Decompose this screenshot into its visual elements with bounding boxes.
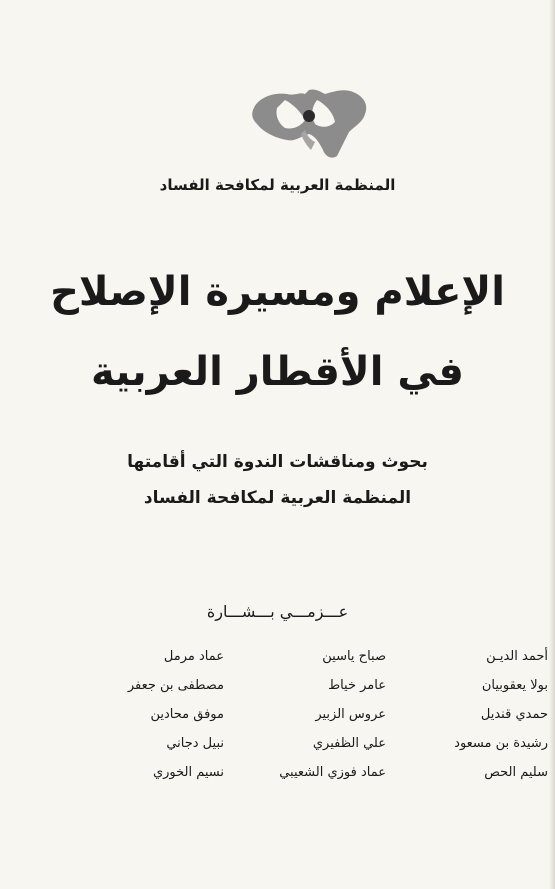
author-name: عماد فوزي الشعيبي	[279, 765, 386, 780]
author-name: عماد مرمل	[163, 649, 224, 664]
book-title-line-1: الإعلام ومسيرة الإصلاح	[50, 269, 505, 315]
organization-name: المنظمة العربية لمكافحة الفساد	[159, 176, 396, 194]
author-name: علي الظفيري	[312, 736, 386, 751]
author-name: نبيل دجاني	[166, 736, 224, 751]
author-name: عامر خياط	[328, 678, 386, 693]
author-name: نسيم الخوري	[152, 765, 224, 780]
author-name: موفق محادين	[150, 707, 224, 722]
author-name: بولا يعقوبيان	[481, 678, 548, 693]
subtitle-line-1: بحوث ومناقشات الندوة التي أقامتها	[127, 452, 428, 472]
subtitle-line-2: المنظمة العربية لمكافحة الفساد	[143, 488, 412, 508]
organization-logo-icon	[245, 70, 375, 165]
author-name: مصطفى بن جعفر	[127, 678, 224, 693]
authors-list	[62, 644, 548, 785]
author-name: سليم الحص	[484, 765, 548, 780]
author-name: صباح ياسين	[322, 649, 386, 664]
author-name: رشيدة بن مسعود	[454, 736, 548, 751]
book-title-line-2: في الأقطار العربية	[90, 349, 464, 395]
editor-name: عـــزمـــي بـــشـــارة	[206, 602, 349, 621]
author-name: أحمد الديـن	[486, 649, 548, 664]
page-edge	[549, 0, 555, 889]
author-name: حمدي قنديل	[480, 707, 548, 722]
author-name: عروس الزبير	[315, 707, 386, 722]
